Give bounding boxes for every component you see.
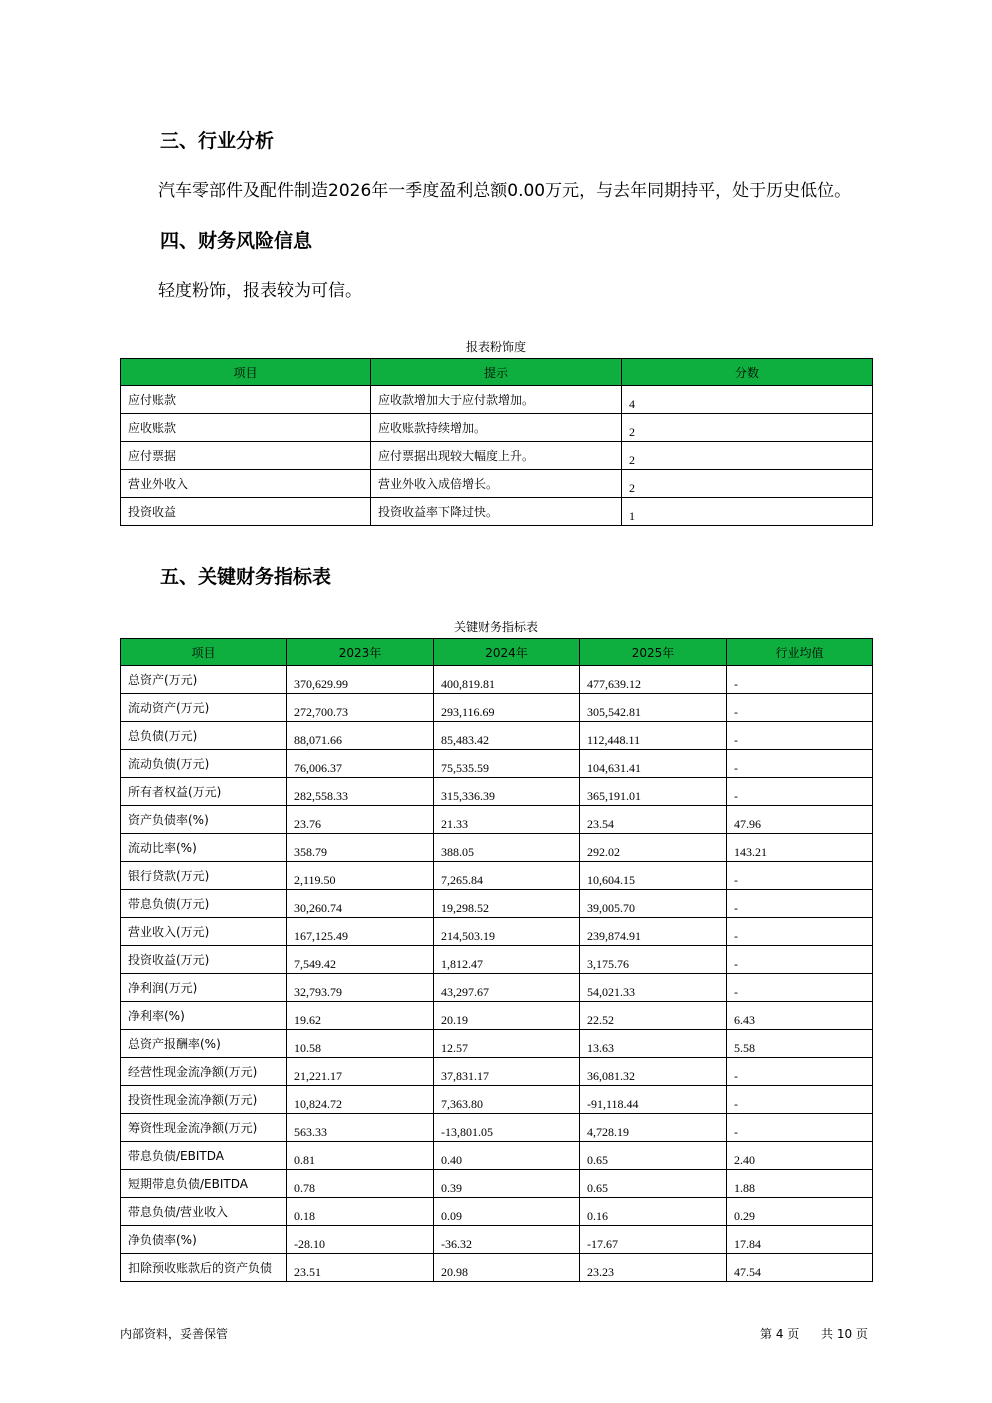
- value-cell: -: [727, 1114, 873, 1142]
- value-cell: 47.54: [727, 1254, 873, 1282]
- footer-confidential: 内部资料，妥善保管: [120, 1327, 229, 1341]
- table-row: [121, 918, 873, 946]
- value-cell: 2,119.50: [287, 862, 434, 890]
- table-row: [121, 498, 873, 526]
- value-cell: 282,558.33: [287, 778, 434, 806]
- table-header-row: [121, 359, 873, 386]
- value-cell: 32,793.79: [287, 974, 434, 1002]
- value-cell: -: [727, 862, 873, 890]
- value-cell: -: [727, 750, 873, 778]
- value-cell: -17.67: [580, 1226, 727, 1254]
- value-cell: -: [727, 694, 873, 722]
- value-cell: 0.65: [580, 1170, 727, 1198]
- value-cell: 272,700.73: [287, 694, 434, 722]
- value-cell: 0.65: [580, 1142, 727, 1170]
- value-cell: 营业外收入成倍增长。: [371, 470, 622, 498]
- row-label-cell: 流动负债(万元): [121, 750, 287, 778]
- value-cell: -: [727, 890, 873, 918]
- section-heading-risk: 四、财务风险信息: [160, 230, 313, 252]
- value-cell: 23.76: [287, 806, 434, 834]
- value-cell: 214,503.19: [434, 918, 580, 946]
- table-row: [121, 386, 873, 414]
- value-cell: 75,535.59: [434, 750, 580, 778]
- table-row: [121, 442, 873, 470]
- value-cell: 23.54: [580, 806, 727, 834]
- table-row: [121, 722, 873, 750]
- value-cell: 20.19: [434, 1002, 580, 1030]
- whitewash-table: [120, 358, 873, 526]
- table-row: [121, 1114, 873, 1142]
- value-cell: 2: [622, 414, 873, 442]
- industry-analysis-text: 汽车零部件及配件制造2026年一季度盈利总额0.00万元，与去年同期持平，处于历史低位。: [158, 181, 852, 201]
- value-cell: 21,221.17: [287, 1058, 434, 1086]
- table-row: [121, 666, 873, 694]
- row-label-cell: 流动比率(%): [121, 834, 287, 862]
- value-cell: 37,831.17: [434, 1058, 580, 1086]
- table-row: [121, 1058, 873, 1086]
- row-label-cell: 总负债(万元): [121, 722, 287, 750]
- row-label-cell: 经营性现金流净额(万元): [121, 1058, 287, 1086]
- value-cell: 4,728.19: [580, 1114, 727, 1142]
- value-cell: 143.21: [727, 834, 873, 862]
- value-cell: -: [727, 946, 873, 974]
- value-cell: 应付票据出现较大幅度上升。: [371, 442, 622, 470]
- value-cell: 投资收益率下降过快。: [371, 498, 622, 526]
- value-cell: -: [727, 666, 873, 694]
- value-cell: 30,260.74: [287, 890, 434, 918]
- value-cell: 36,081.32: [580, 1058, 727, 1086]
- value-cell: 0.78: [287, 1170, 434, 1198]
- value-cell: 292.02: [580, 834, 727, 862]
- row-label-cell: 投资收益: [121, 498, 371, 526]
- section-heading-industry: 三、行业分析: [160, 130, 275, 152]
- table-row: [121, 974, 873, 1002]
- table-row: [121, 778, 873, 806]
- value-cell: -28.10: [287, 1226, 434, 1254]
- value-cell: 7,265.84: [434, 862, 580, 890]
- row-label-cell: 带息负债(万元): [121, 890, 287, 918]
- table-row: [121, 694, 873, 722]
- value-cell: 239,874.91: [580, 918, 727, 946]
- row-label-cell: 带息负债/EBITDA: [121, 1142, 287, 1170]
- row-label-cell: 投资收益(万元): [121, 946, 287, 974]
- table-row: [121, 834, 873, 862]
- table-row: [121, 1170, 873, 1198]
- value-cell: -: [727, 722, 873, 750]
- value-cell: 10,824.72: [287, 1086, 434, 1114]
- table-row: [121, 806, 873, 834]
- row-label-cell: 投资性现金流净额(万元): [121, 1086, 287, 1114]
- row-label-cell: 净利润(万元): [121, 974, 287, 1002]
- value-cell: 0.40: [434, 1142, 580, 1170]
- value-cell: -: [727, 778, 873, 806]
- column-header: 分数: [622, 359, 873, 386]
- column-header: 2025年: [580, 639, 727, 666]
- value-cell: 7,549.42: [287, 946, 434, 974]
- table-row: [121, 1254, 873, 1282]
- table-row: [121, 946, 873, 974]
- column-header: 提示: [371, 359, 622, 386]
- footer-page-total: 共 10 页: [821, 1327, 868, 1341]
- column-header: 项目: [121, 359, 371, 386]
- value-cell: 20.98: [434, 1254, 580, 1282]
- value-cell: -91,118.44: [580, 1086, 727, 1114]
- value-cell: 563.33: [287, 1114, 434, 1142]
- metrics-table: [120, 638, 873, 1282]
- row-label-cell: 扣除预收账款后的资产负债: [121, 1254, 287, 1282]
- value-cell: 6.43: [727, 1002, 873, 1030]
- value-cell: 4: [622, 386, 873, 414]
- column-header: 2023年: [287, 639, 434, 666]
- value-cell: 0.16: [580, 1198, 727, 1226]
- value-cell: -: [727, 1058, 873, 1086]
- value-cell: 293,116.69: [434, 694, 580, 722]
- row-label-cell: 筹资性现金流净额(万元): [121, 1114, 287, 1142]
- table-row: [121, 1142, 873, 1170]
- row-label-cell: 所有者权益(万元): [121, 778, 287, 806]
- row-label-cell: 应付账款: [121, 386, 371, 414]
- value-cell: 2: [622, 442, 873, 470]
- value-cell: 370,629.99: [287, 666, 434, 694]
- value-cell: 388.05: [434, 834, 580, 862]
- metrics-table-caption: 关键财务指标表: [453, 620, 538, 634]
- table-row: [121, 1086, 873, 1114]
- table-row: [121, 1002, 873, 1030]
- value-cell: 7,363.80: [434, 1086, 580, 1114]
- value-cell: 305,542.81: [580, 694, 727, 722]
- table-row: [121, 1030, 873, 1058]
- row-label-cell: 营业外收入: [121, 470, 371, 498]
- value-cell: -36.32: [434, 1226, 580, 1254]
- row-label-cell: 资产负债率(%): [121, 806, 287, 834]
- value-cell: 应收款增加大于应付款增加。: [371, 386, 622, 414]
- value-cell: 12.57: [434, 1030, 580, 1058]
- value-cell: 22.52: [580, 1002, 727, 1030]
- value-cell: 315,336.39: [434, 778, 580, 806]
- value-cell: 10,604.15: [580, 862, 727, 890]
- row-label-cell: 应付票据: [121, 442, 371, 470]
- value-cell: 0.81: [287, 1142, 434, 1170]
- value-cell: -13,801.05: [434, 1114, 580, 1142]
- table-header-row: [121, 639, 873, 666]
- value-cell: 5.58: [727, 1030, 873, 1058]
- row-label-cell: 净负债率(%): [121, 1226, 287, 1254]
- value-cell: 54,021.33: [580, 974, 727, 1002]
- footer-page-number: 第 4 页: [760, 1327, 800, 1341]
- value-cell: 0.09: [434, 1198, 580, 1226]
- value-cell: 0.29: [727, 1198, 873, 1226]
- table-row: [121, 1198, 873, 1226]
- value-cell: -: [727, 1086, 873, 1114]
- table-row: [121, 890, 873, 918]
- value-cell: -: [727, 974, 873, 1002]
- row-label-cell: 流动资产(万元): [121, 694, 287, 722]
- value-cell: 10.58: [287, 1030, 434, 1058]
- value-cell: 1: [622, 498, 873, 526]
- value-cell: 3,175.76: [580, 946, 727, 974]
- row-label-cell: 净利率(%): [121, 1002, 287, 1030]
- value-cell: 477,639.12: [580, 666, 727, 694]
- section-heading-metrics: 五、关键财务指标表: [160, 566, 332, 588]
- value-cell: 19,298.52: [434, 890, 580, 918]
- value-cell: 39,005.70: [580, 890, 727, 918]
- value-cell: 1.88: [727, 1170, 873, 1198]
- value-cell: 0.18: [287, 1198, 434, 1226]
- table-row: [121, 862, 873, 890]
- value-cell: 85,483.42: [434, 722, 580, 750]
- row-label-cell: 营业收入(万元): [121, 918, 287, 946]
- value-cell: 1,812.47: [434, 946, 580, 974]
- whitewash-table-caption: 报表粉饰度: [465, 340, 526, 354]
- value-cell: 21.33: [434, 806, 580, 834]
- table-row: [121, 414, 873, 442]
- row-label-cell: 短期带息负债/EBITDA: [121, 1170, 287, 1198]
- table-row: [121, 470, 873, 498]
- value-cell: 43,297.67: [434, 974, 580, 1002]
- value-cell: -: [727, 918, 873, 946]
- value-cell: 23.51: [287, 1254, 434, 1282]
- value-cell: 88,071.66: [287, 722, 434, 750]
- risk-summary-text: 轻度粉饰，报表较为可信。: [158, 281, 362, 301]
- value-cell: 0.39: [434, 1170, 580, 1198]
- value-cell: 400,819.81: [434, 666, 580, 694]
- row-label-cell: 总资产(万元): [121, 666, 287, 694]
- column-header: 项目: [121, 639, 287, 666]
- value-cell: 23.23: [580, 1254, 727, 1282]
- value-cell: 365,191.01: [580, 778, 727, 806]
- value-cell: 167,125.49: [287, 918, 434, 946]
- row-label-cell: 带息负债/营业收入: [121, 1198, 287, 1226]
- row-label-cell: 总资产报酬率(%): [121, 1030, 287, 1058]
- value-cell: 19.62: [287, 1002, 434, 1030]
- value-cell: 2: [622, 470, 873, 498]
- value-cell: 76,006.37: [287, 750, 434, 778]
- value-cell: 应收账款持续增加。: [371, 414, 622, 442]
- row-label-cell: 银行贷款(万元): [121, 862, 287, 890]
- column-header: 行业均值: [727, 639, 873, 666]
- row-label-cell: 应收账款: [121, 414, 371, 442]
- value-cell: 2.40: [727, 1142, 873, 1170]
- table-row: [121, 750, 873, 778]
- value-cell: 13.63: [580, 1030, 727, 1058]
- value-cell: 104,631.41: [580, 750, 727, 778]
- value-cell: 17.84: [727, 1226, 873, 1254]
- value-cell: 47.96: [727, 806, 873, 834]
- table-row: [121, 1226, 873, 1254]
- column-header: 2024年: [434, 639, 580, 666]
- value-cell: 112,448.11: [580, 722, 727, 750]
- value-cell: 358.79: [287, 834, 434, 862]
